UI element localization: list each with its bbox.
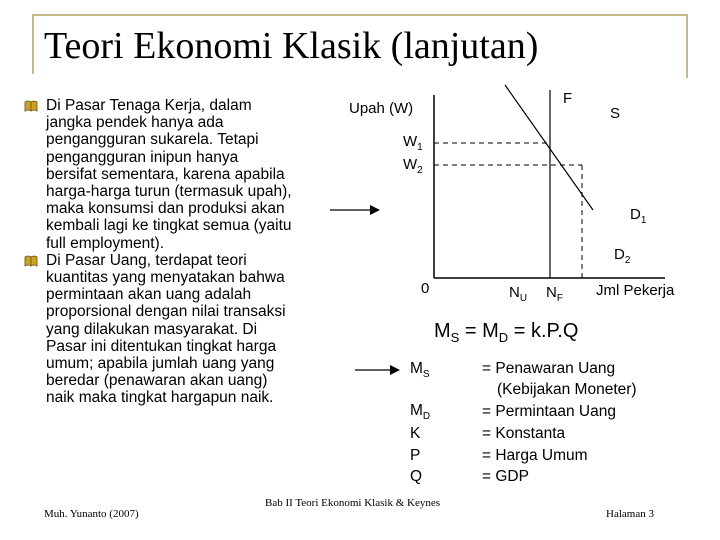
definition-p-desc: = Harga Umum	[482, 447, 588, 464]
definition-ms-note: (Kebijakan Moneter)	[497, 381, 637, 398]
pointer-arrow-1-head	[370, 205, 380, 215]
bullet-text: Di Pasar Tenaga Kerja, dalam jangka pendek hanya ada pengangguran sukarela. Tetapi pengangguran inipun hanya bersifat sementara, karena apabila harga-harga turun (termasuk upah), maka konsumsi dan produksi akan kembali lagi ke tingkat semua (yaitu full employment).	[46, 97, 292, 252]
curve-s-label: S	[610, 105, 621, 122]
curve-f	[505, 85, 593, 210]
definition-ms: $M_S$	[410, 360, 430, 381]
x-axis-label: Jml Pekerja	[596, 282, 675, 299]
definition-k-desc: = Konstanta	[482, 425, 566, 442]
pointer-arrow-2-head	[390, 365, 400, 375]
definition-md: $M_D$	[410, 402, 431, 423]
quantity-theory-formula: $M_S = M_D = k.P.Q$	[434, 320, 579, 345]
y-axis-label: Upah (W)	[349, 100, 414, 117]
definition-md-desc: = Permintaan Uang	[482, 403, 616, 420]
slide-title: Teori Ekonomi Klasik (lanjutan)	[44, 25, 539, 67]
footer-page: Halaman 3	[606, 508, 654, 520]
d1-label: $D_1$	[630, 206, 647, 226]
definition-q: Q	[410, 468, 423, 485]
definition-p: P	[410, 447, 421, 464]
bullet-text: Di Pasar Uang, terdapat teori kuantitas yang menyatakan bahwa permintaan akan uang adalah proporsional dengan nilai transaksi yang dilakukan masyarakat. Di Pasar ini ditentukan tingkat harga umum; apabila jumlah uang yang beredar (penawaran akan uang) naik maka tingkat hargapun naik.	[46, 251, 286, 407]
d2-label: $D_2$	[614, 246, 631, 266]
footer-author: Muh. Yunanto (2007)	[44, 508, 139, 520]
nu-label: $N_U$	[509, 284, 528, 304]
definition-k: K	[410, 425, 421, 442]
w2-label: $W_2$	[403, 156, 423, 176]
definition-ms-desc: = Penawaran Uang	[482, 360, 616, 377]
w1-label: $W_1$	[403, 133, 423, 153]
footer-chapter: Bab II Teori Ekonomi Klasik & Keynes	[265, 497, 440, 509]
curve-f-label: F	[563, 90, 573, 107]
definition-q-desc: = GDP	[482, 468, 529, 485]
nf-label: $N_F$	[546, 284, 563, 304]
origin-label: 0	[421, 280, 430, 297]
